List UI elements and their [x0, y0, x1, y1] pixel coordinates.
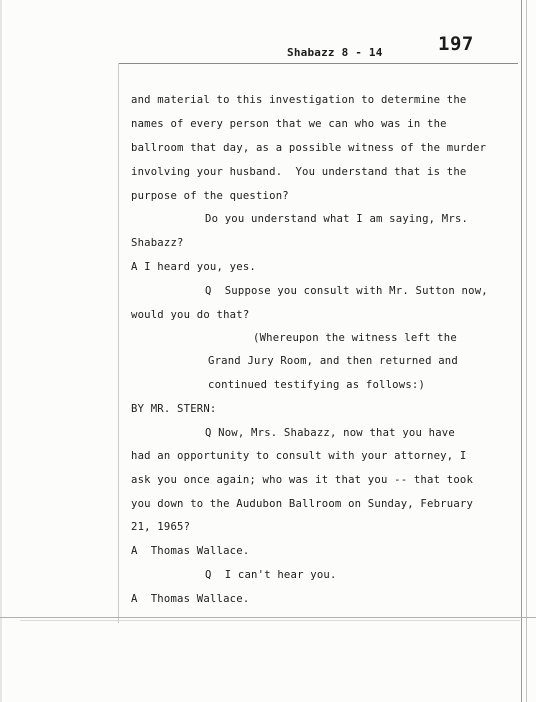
- footer-rule: [0, 617, 536, 618]
- transcript-line: Shabazz?: [131, 237, 184, 249]
- question-line: Q Suppose you consult with Mr. Sutton now,: [205, 285, 488, 297]
- answer-line: A I heard you, yes.: [131, 261, 256, 273]
- scan-edge-left: [0, 0, 2, 702]
- page-border-right-outer: [526, 0, 527, 702]
- transcript-line: Do you understand what I am saying, Mrs.: [205, 213, 469, 225]
- question-line: Q I can't hear you.: [205, 569, 337, 581]
- page-border-right: [521, 0, 522, 702]
- answer-line: A Thomas Wallace.: [131, 545, 250, 557]
- transcript-line: and material to this investigation to determine the: [131, 94, 467, 106]
- parenthetical-line: (Whereupon the witness left the: [253, 332, 457, 344]
- answer-line: A Thomas Wallace.: [131, 593, 250, 605]
- transcript-line: 21, 1965?: [131, 521, 191, 533]
- transcript-line: had an opportunity to consult with your attorney, I: [131, 450, 467, 462]
- footer-rule-secondary: [20, 620, 520, 621]
- header-rule: [118, 63, 518, 64]
- transcript-line: involving your husband. You understand that is the: [131, 166, 467, 178]
- page-header-title: Shabazz 8 - 14: [287, 46, 383, 59]
- transcript-line: would you do that?: [131, 309, 250, 321]
- transcript-line: you down to the Audubon Ballroom on Sunday, February: [131, 498, 474, 510]
- transcript-line: ask you once again; who was it that you -- that took: [131, 474, 474, 486]
- margin-rule: [118, 63, 119, 623]
- transcript-line: names of every person that we can who was in the: [131, 118, 447, 130]
- transcript-line: ballroom that day, as a possible witness of the murder: [131, 142, 487, 154]
- examiner-line: BY MR. STERN:: [131, 403, 217, 415]
- question-line: Q Now, Mrs. Shabazz, now that you have: [205, 427, 455, 439]
- parenthetical-line: continued testifying as follows:): [208, 379, 426, 391]
- page-number: 197: [438, 33, 474, 55]
- parenthetical-line: Grand Jury Room, and then returned and: [208, 355, 458, 367]
- transcript-line: purpose of the question?: [131, 190, 289, 202]
